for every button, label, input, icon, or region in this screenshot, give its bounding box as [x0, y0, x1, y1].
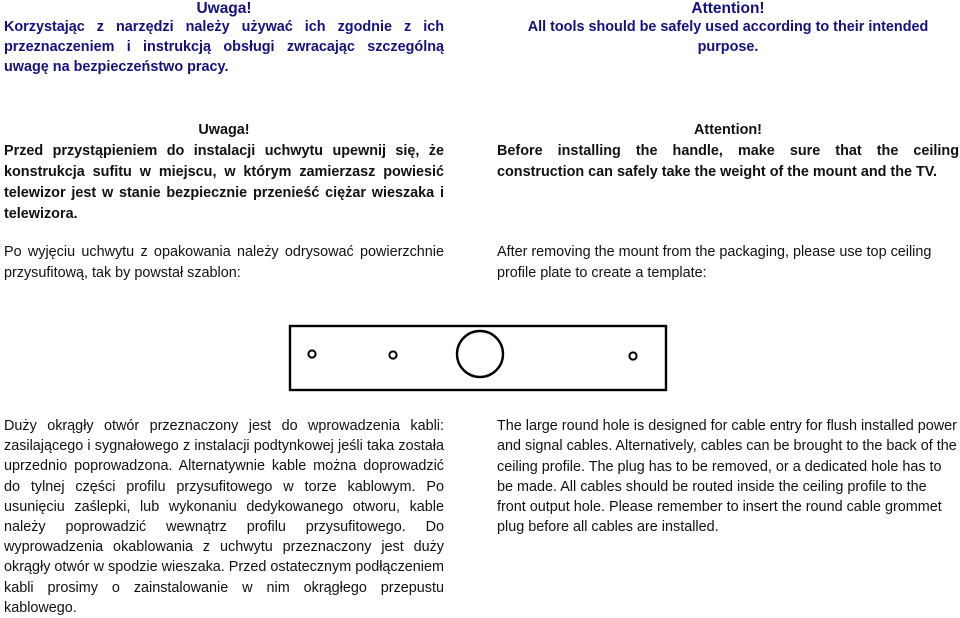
- mounting-hole-right: [629, 352, 636, 359]
- cable-info-en-text: The large round hole is designed for cable entry for flush installed power and signal cables. Alternatively, cables can be brought to the back of the ceiling profile. The plug has to be removed, or a dedicated hole has to be made. All cables should be routed inside the ceiling profile to the front output hole. Please remember to insert the round cable grommet plug before all cables are installed.: [497, 418, 957, 536]
- template-step-en-text: After removing the mount from the packaging, please use top ceiling profile plate to create a template:: [497, 244, 932, 281]
- ceiling-warning-en: [497, 120, 959, 183]
- tool-warning-pl: [4, 0, 444, 78]
- ceiling-warning-pl-text: Przed przystąpieniem do instalacji uchwytu upewnij się, że konstrukcja sufitu w miejscu, w którym zamierzasz powiesić telewizor jest w stanie bezpiecznie przenieść ciężar wieszaka i telewizora.: [4, 143, 444, 222]
- ceiling-plate-template-diagram: [288, 324, 668, 392]
- cable-info-pl-text: Duży okrągły otwór przeznaczony jest do wprowadzenia kabli: zasilającego i sygnałowego z instalacji podtynkowej jeśli taka została uprzednio poprowadzona. Alternatywnie kable można doprowadzić do tylnej części profilu przysufitowego w torze kablowym. Po usunięciu zaślepki, lub wykonaniu dedykowanego otworu, kable należy poprowadzić wewnątrz profilu przysufitowego. Do wyprowadzenia okablowania z uchwytu przeznaczony jest duży okrągły otwór w spodzie wieszaka. Przed ostatecznym podłączeniem kabli prosimy o zainstalowanie w nim okrągłego przepustu kablowego.: [4, 418, 444, 616]
- tool-warning-en-text: All tools should be safely used according to their intended purpose.: [527, 19, 929, 56]
- template-step-en: [497, 242, 959, 284]
- plate-outline: [290, 326, 666, 390]
- tool-warning-en: [497, 0, 959, 57]
- template-step-pl: [4, 242, 444, 284]
- tool-warning-pl-text: Korzystając z narzędzi należy używać ich zgodnie z ich przeznaczeniem i instrukcją obsługi zwracając szczególną uwagę na bezpieczeństwo pracy.: [4, 19, 444, 76]
- cable-hole-large: [457, 331, 503, 377]
- mounting-hole-center-left: [389, 351, 396, 358]
- cable-info-pl: [4, 416, 444, 618]
- template-step-pl-text: Po wyjęciu uchwytu z opakowania należy odrysować powierzchnie przysufitową, tak by powstał szablon:: [4, 244, 444, 281]
- mounting-hole-left: [308, 350, 315, 357]
- tool-warning-en-heading: Attention!: [691, 0, 765, 17]
- ceiling-warning-en-heading: Attention!: [694, 122, 762, 138]
- tool-warning-pl-heading: Uwaga!: [196, 0, 252, 17]
- ceiling-warning-pl-heading: Uwaga!: [198, 122, 250, 138]
- cable-info-en: [497, 416, 959, 538]
- ceiling-warning-en-text: Before installing the handle, make sure that the ceiling construction can safely take the weight of the mount and the TV.: [497, 143, 959, 180]
- ceiling-warning-pl: [4, 120, 444, 225]
